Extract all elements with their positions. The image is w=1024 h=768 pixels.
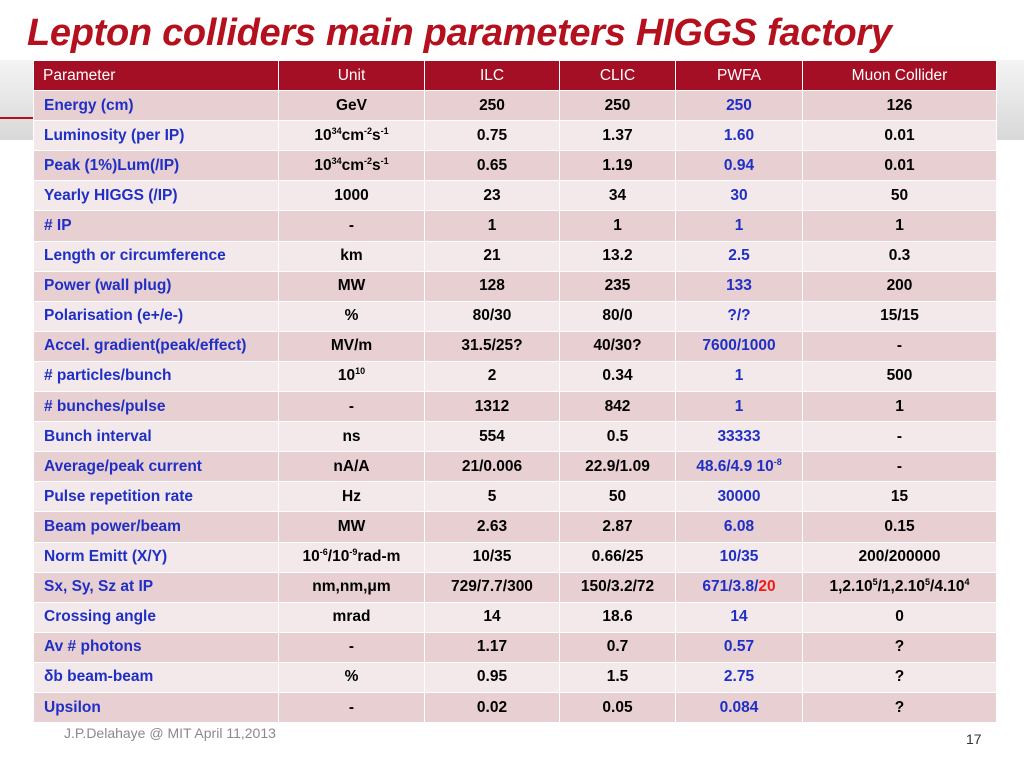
- param-name: Yearly HIGGS (/IP): [34, 181, 279, 211]
- column-header-parameter: Parameter: [34, 61, 279, 91]
- muon-cell: 0: [803, 602, 997, 632]
- ilc-cell: 128: [425, 271, 560, 301]
- unit-cell: -: [279, 392, 425, 422]
- muon-cell: 0.01: [803, 121, 997, 151]
- ilc-cell: 554: [425, 422, 560, 452]
- clic-cell: 842: [560, 392, 676, 422]
- param-name: Luminosity (per IP): [34, 121, 279, 151]
- param-name: Pulse repetition rate: [34, 482, 279, 512]
- pwfa-cell: 2.75: [676, 662, 803, 692]
- param-name: Norm Emitt (X/Y): [34, 542, 279, 572]
- unit-cell: MW: [279, 512, 425, 542]
- param-name: Sx, Sy, Sz at IP: [34, 572, 279, 602]
- table-row: [34, 392, 997, 422]
- unit-cell: Hz: [279, 482, 425, 512]
- slide-title: Lepton colliders main parameters HIGGS factory: [27, 12, 892, 54]
- pwfa-cell: 6.08: [676, 512, 803, 542]
- column-header-ilc: ILC: [425, 61, 560, 91]
- ilc-cell: 23: [425, 181, 560, 211]
- muon-cell: ?: [803, 632, 997, 662]
- table-row: [34, 482, 997, 512]
- pwfa-cell: 33333: [676, 422, 803, 452]
- muon-cell: 1: [803, 392, 997, 422]
- ilc-cell: 31.5/25?: [425, 331, 560, 361]
- pwfa-cell: 2.5: [676, 241, 803, 271]
- table-row: [34, 331, 997, 361]
- table-row: [34, 91, 997, 121]
- muon-cell: 15/15: [803, 301, 997, 331]
- unit-cell: GeV: [279, 91, 425, 121]
- unit-cell: nm,nm,μm: [279, 572, 425, 602]
- param-name: # bunches/pulse: [34, 392, 279, 422]
- clic-cell: 40/30?: [560, 331, 676, 361]
- unit-cell: $10^{-6}/10^{-9}rad-m$: [279, 542, 425, 572]
- param-name: # IP: [34, 211, 279, 241]
- muon-cell: -: [803, 422, 997, 452]
- ilc-cell: 1312: [425, 392, 560, 422]
- unit-cell: $10^{34}cm^{-2}s^{-1}$: [279, 151, 425, 181]
- pwfa-cell: 48.6/4.9 $10^{-8}$: [676, 452, 803, 482]
- table-header-row: [34, 61, 997, 91]
- table-row: [34, 662, 997, 692]
- unit-cell: km: [279, 241, 425, 271]
- ilc-cell: 0.65: [425, 151, 560, 181]
- pwfa-cell: 1.60: [676, 121, 803, 151]
- table-row: [34, 512, 997, 542]
- muon-cell: 200/200000: [803, 542, 997, 572]
- unit-cell: %: [279, 662, 425, 692]
- unit-cell: -: [279, 632, 425, 662]
- pwfa-cell: 1: [676, 211, 803, 241]
- pwfa-cell: 671/3.8/20: [676, 572, 803, 602]
- unit-cell: %: [279, 301, 425, 331]
- unit-cell: -: [279, 211, 425, 241]
- table-row: [34, 632, 997, 662]
- muon-cell: 0.15: [803, 512, 997, 542]
- ilc-cell: 5: [425, 482, 560, 512]
- pwfa-cell: 1: [676, 361, 803, 391]
- table-row: [34, 121, 997, 151]
- clic-cell: 1: [560, 211, 676, 241]
- pwfa-cell: 133: [676, 271, 803, 301]
- table-row: [34, 301, 997, 331]
- pwfa-cell: 7600/1000: [676, 331, 803, 361]
- table-row: [34, 602, 997, 632]
- clic-cell: 13.2: [560, 241, 676, 271]
- param-name: Energy (cm): [34, 91, 279, 121]
- pwfa-cell: 0.94: [676, 151, 803, 181]
- muon-cell: 200: [803, 271, 997, 301]
- clic-cell: 1.19: [560, 151, 676, 181]
- ilc-cell: 10/35: [425, 542, 560, 572]
- ilc-cell: 2.63: [425, 512, 560, 542]
- unit-cell: ns: [279, 422, 425, 452]
- column-header-muon-collider: Muon Collider: [803, 61, 997, 91]
- ilc-cell: 14: [425, 602, 560, 632]
- table-row: [34, 692, 997, 722]
- pwfa-cell: 30: [676, 181, 803, 211]
- param-name: Power (wall plug): [34, 271, 279, 301]
- unit-cell: MV/m: [279, 331, 425, 361]
- muon-cell: 1,2.10$^5$/1,2.10$^5$/4.10$^4$: [803, 572, 997, 602]
- param-name: Bunch interval: [34, 422, 279, 452]
- param-name: δb beam-beam: [34, 662, 279, 692]
- table-row: [34, 572, 997, 602]
- pwfa-cell: 0.084: [676, 692, 803, 722]
- clic-cell: 0.66/25: [560, 542, 676, 572]
- param-name: Crossing angle: [34, 602, 279, 632]
- pwfa-cell: 10/35: [676, 542, 803, 572]
- pwfa-cell: 250: [676, 91, 803, 121]
- param-name: Length or circumference: [34, 241, 279, 271]
- clic-cell: 34: [560, 181, 676, 211]
- muon-cell: ?: [803, 662, 997, 692]
- ilc-cell: 729/7.7/300: [425, 572, 560, 602]
- param-name: Av # photons: [34, 632, 279, 662]
- unit-cell: 1000: [279, 181, 425, 211]
- muon-cell: ?: [803, 692, 997, 722]
- clic-cell: 0.5: [560, 422, 676, 452]
- unit-cell: mrad: [279, 602, 425, 632]
- unit-cell: nA/A: [279, 452, 425, 482]
- muon-cell: 15: [803, 482, 997, 512]
- clic-cell: 250: [560, 91, 676, 121]
- table-row: [34, 241, 997, 271]
- muon-cell: 126: [803, 91, 997, 121]
- table-row: [34, 422, 997, 452]
- ilc-cell: 2: [425, 361, 560, 391]
- column-header-pwfa: PWFA: [676, 61, 803, 91]
- muon-cell: 50: [803, 181, 997, 211]
- table-row: [34, 181, 997, 211]
- ilc-cell: 1: [425, 211, 560, 241]
- clic-cell: 0.34: [560, 361, 676, 391]
- pwfa-cell: 0.57: [676, 632, 803, 662]
- pwfa-cell: ?/?: [676, 301, 803, 331]
- clic-cell: 0.05: [560, 692, 676, 722]
- clic-cell: 1.37: [560, 121, 676, 151]
- ilc-cell: 250: [425, 91, 560, 121]
- clic-cell: 50: [560, 482, 676, 512]
- delta-symbol: δ: [44, 668, 54, 686]
- clic-cell: 1.5: [560, 662, 676, 692]
- muon-cell: 1: [803, 211, 997, 241]
- muon-cell: -: [803, 331, 997, 361]
- muon-cell: 500: [803, 361, 997, 391]
- param-name: Polarisation (e+/e-): [34, 301, 279, 331]
- clic-cell: 80/0: [560, 301, 676, 331]
- ilc-cell: 21: [425, 241, 560, 271]
- page-number: 17: [966, 731, 982, 747]
- param-name: Beam power/beam: [34, 512, 279, 542]
- muon-cell: 0.01: [803, 151, 997, 181]
- pwfa-cell: 14: [676, 602, 803, 632]
- ilc-cell: 21/0.006: [425, 452, 560, 482]
- ilc-cell: 80/30: [425, 301, 560, 331]
- muon-cell: 0.3: [803, 241, 997, 271]
- param-name: Accel. gradient(peak/effect): [34, 331, 279, 361]
- clic-cell: 18.6: [560, 602, 676, 632]
- muon-cell: -: [803, 452, 997, 482]
- ilc-cell: 1.17: [425, 632, 560, 662]
- pwfa-cell: 1: [676, 392, 803, 422]
- param-name: Upsilon: [34, 692, 279, 722]
- table-row: [34, 151, 997, 181]
- clic-cell: 235: [560, 271, 676, 301]
- column-header-clic: CLIC: [560, 61, 676, 91]
- unit-cell: $10^{34}cm^{-2}s^{-1}$: [279, 121, 425, 151]
- parameters-table: [33, 60, 997, 723]
- footer-author: J.P.Delahaye @ MIT April 11,2013: [64, 725, 276, 741]
- ilc-cell: 0.75: [425, 121, 560, 151]
- param-name: Peak (1%)Lum(/IP): [34, 151, 279, 181]
- clic-cell: 150/3.2/72: [560, 572, 676, 602]
- ilc-cell: 0.02: [425, 692, 560, 722]
- unit-cell: -: [279, 692, 425, 722]
- column-header-unit: Unit: [279, 61, 425, 91]
- clic-cell: 0.7: [560, 632, 676, 662]
- clic-cell: 22.9/1.09: [560, 452, 676, 482]
- clic-cell: 2.87: [560, 512, 676, 542]
- ilc-cell: 0.95: [425, 662, 560, 692]
- table-row: [34, 211, 997, 241]
- table-row: [34, 542, 997, 572]
- param-name: # particles/bunch: [34, 361, 279, 391]
- table-row: [34, 452, 997, 482]
- param-name: Average/peak current: [34, 452, 279, 482]
- unit-cell: $10^{10}$: [279, 361, 425, 391]
- unit-cell: MW: [279, 271, 425, 301]
- table-row: [34, 271, 997, 301]
- pwfa-cell: 30000: [676, 482, 803, 512]
- table-row: [34, 361, 997, 391]
